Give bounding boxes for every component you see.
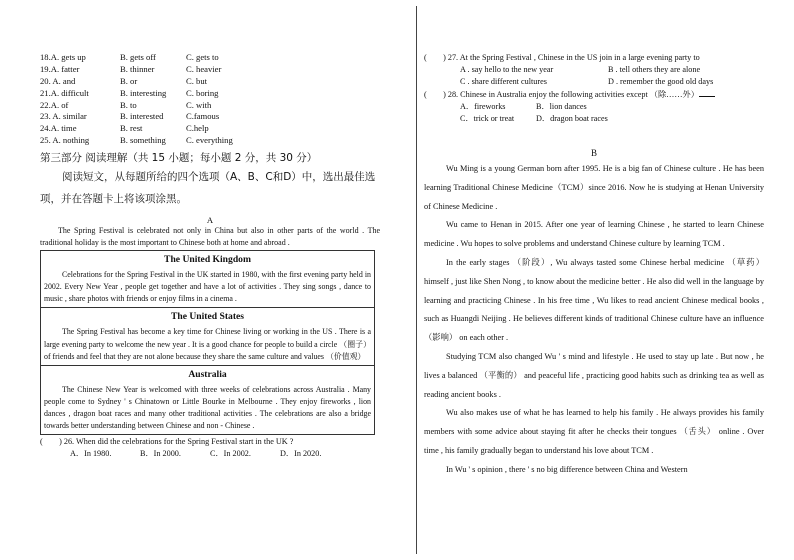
option-d[interactable]: D . remember the good old days <box>608 77 714 86</box>
passage-a-intro: The Spring Festival is celebrated not only in China but also in other parts of the world . The traditional holiday is the most important to Chinese both at home and abroad . <box>40 226 380 248</box>
option-c[interactable]: C . share different cultures <box>460 77 547 86</box>
column-divider <box>416 6 417 554</box>
option-row: 19.A. fatter B. thinner C. heavier <box>40 63 222 74</box>
section-title: The United Kingdom <box>164 254 251 266</box>
right-column <box>424 52 764 480</box>
option-c[interactable]: C．In 2002. <box>210 449 251 459</box>
option-c[interactable]: C．trick or treat <box>460 114 515 123</box>
question-27-options-row-2 <box>424 76 764 88</box>
option-row: 25. A. nothing B. something C. everything <box>40 135 233 146</box>
option-b[interactable]: B . tell others they are alone <box>608 65 701 74</box>
section-text: The Spring Festival has become a key time for Chinese living or working in the US . There is a large evening party to welcome the new year . It is a good chance for people to build a circle （圈子） of friends and feel that they are not alone because they share the same culture and values （价值观） <box>44 327 371 361</box>
cloze-options <box>40 52 380 147</box>
section-heading: 第三部分 阅读理解（共 15 小题；每小题 2 分，共 30 分） <box>40 152 318 165</box>
question-27-options-row-1 <box>424 64 764 76</box>
option-a[interactable]: A . say hello to the new year <box>460 65 554 74</box>
question-28-options-row-2 <box>424 113 764 125</box>
section-title: The United States <box>170 311 245 323</box>
section-text: The Chinese New Year is welcomed with three weeks of celebrations across Australia . Many people come to Sydney ' s Chinatown or Little Bourke in Melbourne . They enjoy fireworks , lion dances , dragon boat races and many other traditional activities . The celebrations are also a bridge towards better understanding between Chinese and non - Chinese . <box>44 384 371 430</box>
question-26: ( ) 26. When did the celebrations for the Spring Festival start in the UK ? <box>40 437 294 447</box>
question-26-options <box>40 448 380 460</box>
question-28-options-row-1 <box>424 101 764 113</box>
option-row: 23. A. similar B. interested C.famous <box>40 111 220 122</box>
question-27: ( ) 27. At the Spring Festival , Chinese in the US join in a large evening party to <box>424 53 700 62</box>
option-row: 21.A. difficult B. interesting C. boring <box>40 87 219 98</box>
passage-b-paragraph: Wu Ming is a young German born after 1995. He is a big fan of Chinese culture . He has been learning Traditional Chinese Medicine（TCM）since 2016. Now he is studying at Henan University of Chinese Medicine . <box>424 164 764 211</box>
passage-b-letter: B <box>590 148 597 158</box>
option-row: 20. A. and B. or C. but <box>40 75 208 86</box>
option-b[interactable]: B．In 2000. <box>140 449 181 459</box>
passage-b-paragraph: Wu also makes use of what he has learned to help his family . He always provides his family members with some advice about staying fit after he checks their tongues （舌头） online . Over time , his family gradually began to understand his love about TCM . <box>424 408 764 455</box>
passage-a-letter: A <box>206 215 214 226</box>
section-text: Celebrations for the Spring Festival in the UK started in 1980, with the first evening party held in 2002. Every New Year , people get together and have a lot of activities . They sing songs , dance to music , share photos with friends or enjoy films in a cinema . <box>44 270 371 304</box>
option-row: 24.A. time B. rest C.help <box>40 123 209 134</box>
answer-blank <box>699 88 715 97</box>
passage-b-paragraph: Wu came to Henan in 2015. After one year of learning Chinese , he started to learn Chinese medicine . Wu hopes to solve problems and understand Chinese culture by learning TCM . <box>424 220 764 249</box>
passage-b-paragraph: In the early stages （阶段）, Wu always tasted some Chinese herbal medicine （草药） himself , just like Shen Nong , to know about the medicine better . He also did well in the language by learning and practicing Chinese . In his free time , Wu likes to read ancient Chinese medical books , such as Huangdi Neijing . He believes different kinds of traditional Chinese culture have an influence（影响） on each other . <box>424 257 764 343</box>
left-column <box>40 52 380 460</box>
section-title: Australia <box>188 368 227 380</box>
option-row: 22.A. of B. to C. with <box>40 99 212 110</box>
passage-b-paragraph: In Wu ' s opinion , there ' s no big difference between China and Western <box>446 464 688 474</box>
option-a[interactable]: A．fireworks <box>460 102 506 111</box>
section-australia <box>41 365 374 434</box>
option-row: 18.A. gets up B. gets off C. gets to <box>40 52 219 62</box>
option-b[interactable]: B．lion dances <box>536 102 587 111</box>
section-us <box>41 307 374 364</box>
section-instructions: 阅读短文，从每题所给的四个选项（A、B、C和D）中，选出最佳选项，并在答题卡上将该项涂黑。 <box>40 171 376 206</box>
section-uk <box>41 251 374 307</box>
option-a[interactable]: A．In 1980. <box>70 449 112 459</box>
passage-b-paragraph: Studying TCM also changed Wu ' s mind and lifestyle . He used to stay up late . But now , he lives a balanced （平衡的） and peaceful life , practicing good habits such as drinking tea as well as reading ancient books . <box>424 351 764 399</box>
question-28: ( ) 28. Chinese in Australia enjoy the following activities except （除……外） <box>424 88 764 101</box>
option-d[interactable]: D．In 2020. <box>280 449 322 459</box>
option-d[interactable]: D．dragon boat races <box>536 114 608 123</box>
country-table <box>40 250 375 435</box>
